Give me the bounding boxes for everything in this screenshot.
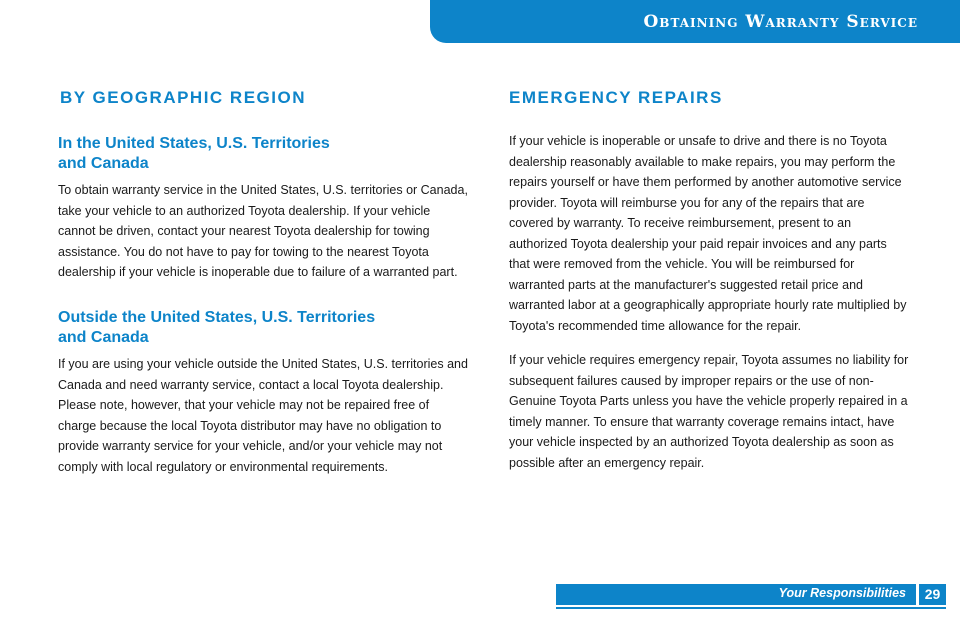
outside-us-heading-line1: Outside the United States, U.S. Territories bbox=[58, 309, 376, 326]
footer-underline bbox=[556, 607, 946, 609]
footer-bar bbox=[556, 584, 916, 605]
outside-us-heading-line2: and Canada bbox=[58, 329, 149, 346]
emergency-repairs-para2: If your vehicle requires emergency repair, Toyota assumes no liability for subsequent failures caused by improper repairs or the use of non-Genuine Toyota Parts unless you have the vehicle properly repaired in a timely manner. To ensure that warranty coverage remains intact, have your vehicle inspected by an authorized Toyota dealership as soon as possible after an emergency repair. bbox=[509, 353, 909, 470]
us-territories-heading-line2: and Canada bbox=[58, 155, 149, 172]
outside-us-heading bbox=[58, 308, 375, 348]
emergency-repairs-heading: EMERGENCY REPAIRS bbox=[509, 88, 723, 107]
us-territories-body: To obtain warranty service in the United States, U.S. territories or Canada, take your vehicle to an authorized Toyota dealership. If your vehicle cannot be driven, contact your nearest Toyota dealership for towing assistance. You do not have to pay for towing to the nearest Toyota dealership if your vehicle is inoperable due to failure of a warranted part. bbox=[58, 183, 468, 279]
page-title: Obtaining Warranty Service bbox=[643, 12, 918, 32]
emergency-repairs-para1: If your vehicle is inoperable or unsafe to drive and there is no Toyota dealership reasonably available to make repairs, you may perform the repairs yourself or have them performed by another automotive service provider. Toyota will reimburse you for any of the repairs that are covered by warranty. To receive reimbursement, present to an authorized Toyota dealership your paid repair invoices and any parts that were removed from the vehicle. You will be reimbursed for warranted parts at the manufacturer's suggested retail price and warranted labor at a geographically appropriate hourly rate multiplied by Toyota's recommended time allowance for the repair. bbox=[509, 134, 907, 333]
us-territories-heading-line1: In the United States, U.S. Territories bbox=[58, 135, 330, 152]
header-banner bbox=[430, 0, 960, 43]
region-heading: BY GEOGRAPHIC REGION bbox=[60, 88, 306, 107]
footer-section-label: Your Responsibilities bbox=[778, 586, 906, 600]
outside-us-body: If you are using your vehicle outside the United States, U.S. territories and Canada and need warranty service, contact a local Toyota dealership. Please note, however, that your vehicle may not be repaired free of charge because the local Toyota distributor may have no obligation to provide warranty service for your vehicle, and/or your vehicle may not comply with local regulatory or environmental requirements. bbox=[58, 357, 468, 474]
us-territories-heading bbox=[58, 134, 330, 174]
page-number: 29 bbox=[919, 584, 946, 605]
